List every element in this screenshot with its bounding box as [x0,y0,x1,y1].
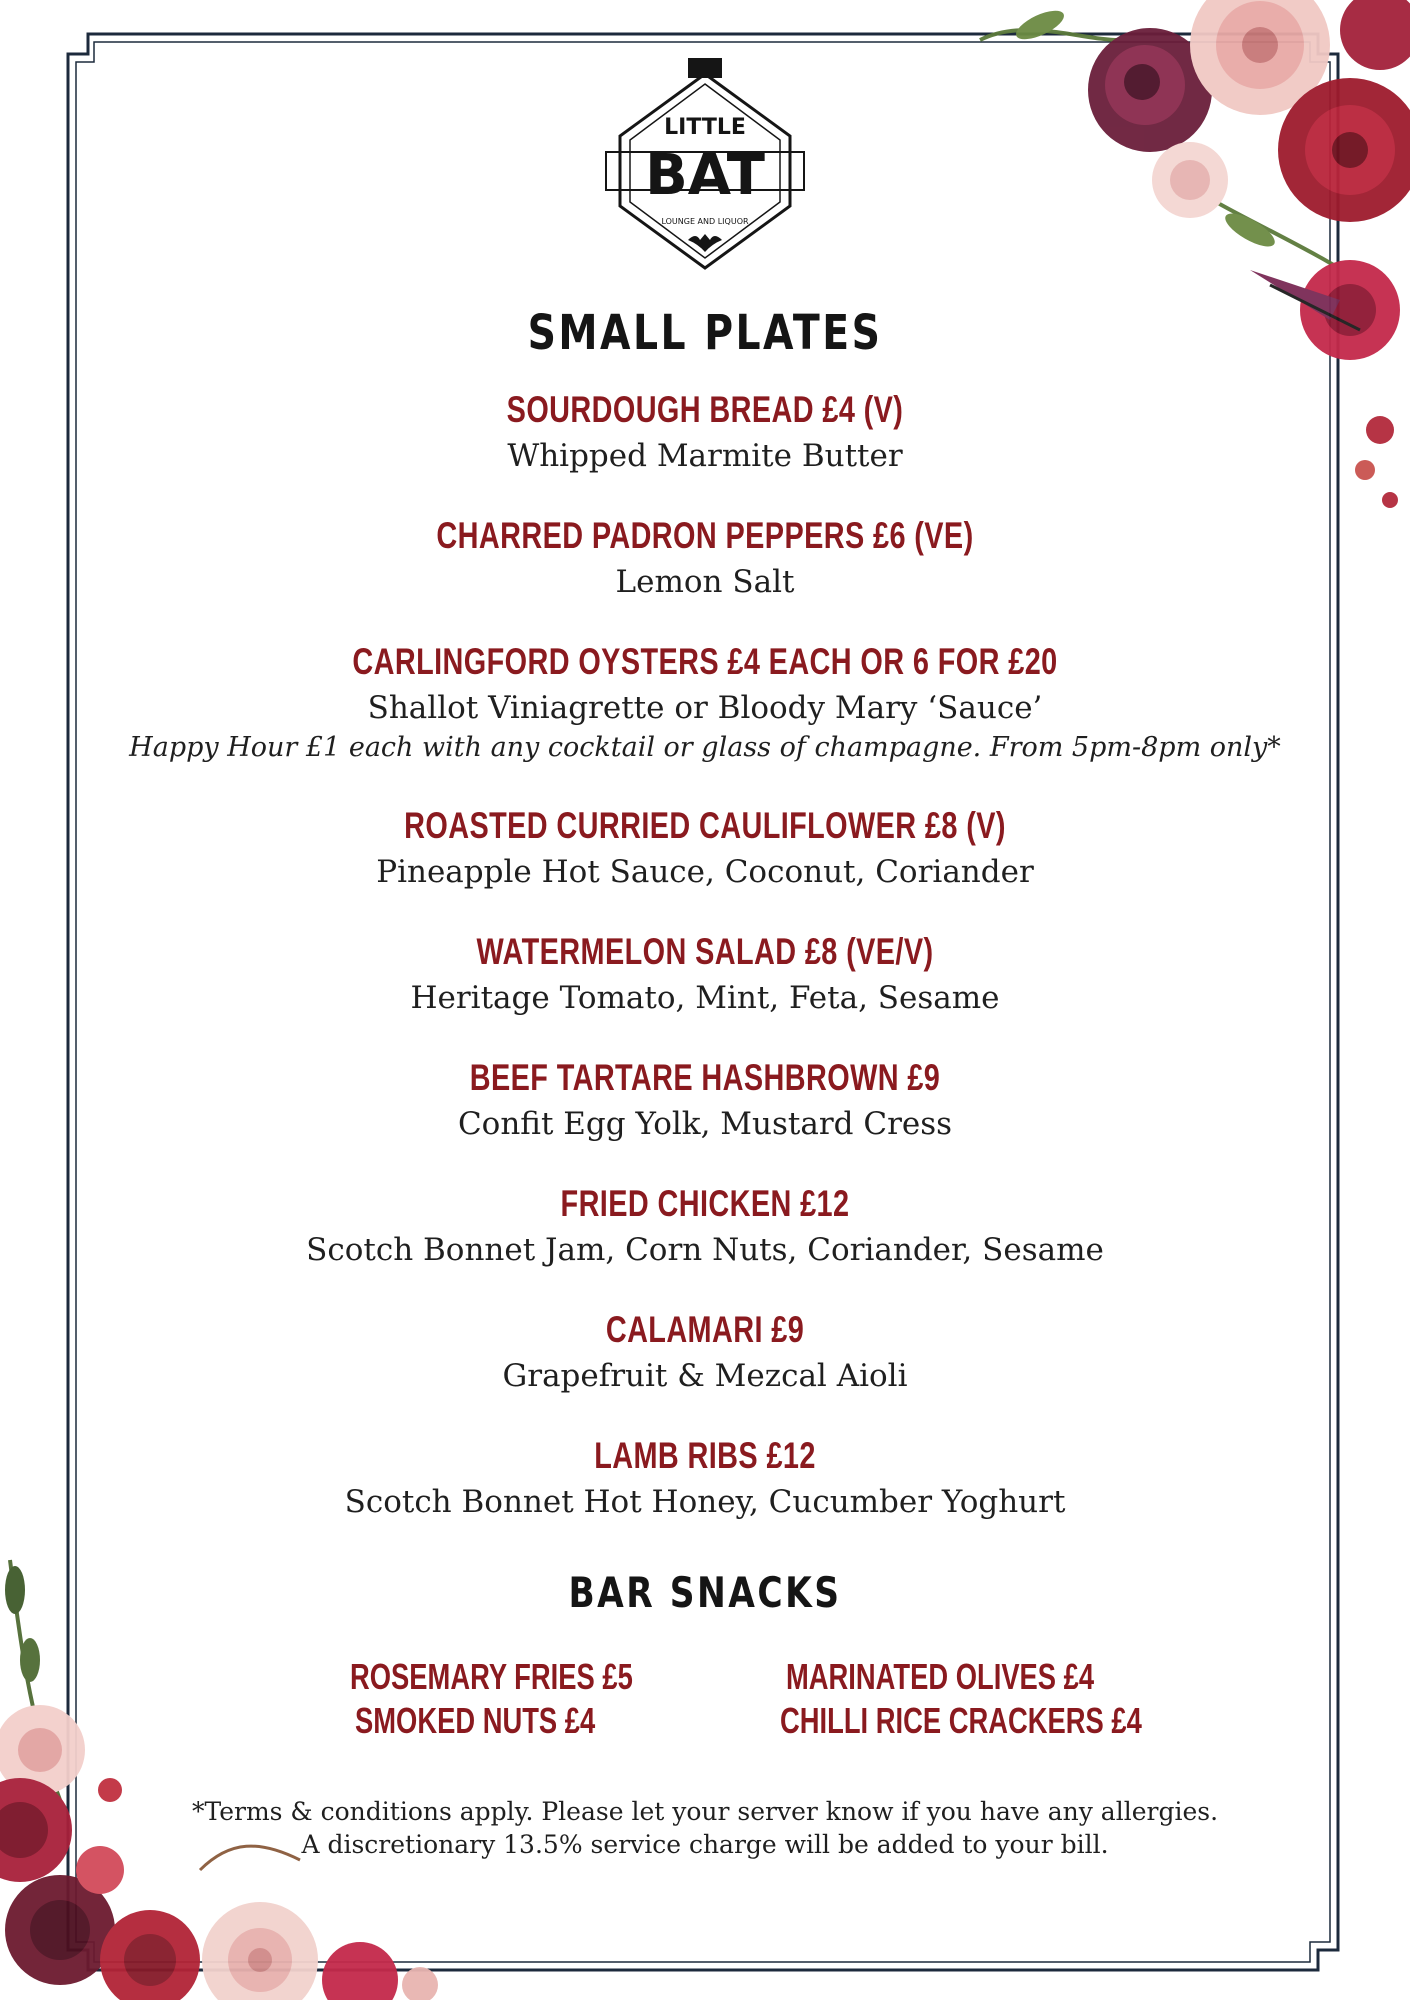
menu-item [0,1053,1410,1179]
bar-snack-item: CHILLI RICE CRACKERS £4 [780,1700,1142,1741]
menu-item-title: CALAMARI £9 [605,1309,805,1350]
menu-item [0,927,1410,1053]
bar-snack-item: ROSEMARY FRIES £5 [350,1656,633,1697]
menu-item-description: Lemon Salt [615,564,795,600]
menu-item [0,1431,1410,1557]
menu-item-title: SOURDOUGH BREAD £4 (V) [506,389,904,430]
menu-item-title: LAMB RIBS £12 [594,1435,816,1476]
menu-item-title: ROASTED CURRIED CAULIFLOWER £8 (V) [404,805,1006,846]
menu-item [0,511,1410,637]
terms-note: *Terms & conditions apply. Please let your server know if you have any allergies. [191,1797,1219,1826]
menu-item [0,637,1410,801]
small-plates-list [0,385,1410,1557]
menu-item-title: CARLINGFORD OYSTERS £4 EACH OR 6 FOR £20 [352,641,1058,682]
logo-text-tagline: LOUNGE AND LIQUOR [661,217,749,226]
menu-item-title: CHARRED PADRON PEPPERS £6 (VE) [436,515,974,556]
logo-text-little: LITTLE [664,115,746,140]
menu-item-description: Heritage Tomato, Mint, Feta, Sesame [410,980,1000,1016]
menu-item [0,1179,1410,1305]
menu-item-description: Shallot Viniagrette or Bloody Mary ‘Sauce’ [367,690,1043,726]
small-plates-heading: SMALL PLATES [527,305,883,361]
menu-item [0,385,1410,511]
menu-item-description: Grapefruit & Mezcal Aioli [502,1358,908,1394]
footer-notes [0,1795,1410,1861]
bar-snack-item: MARINATED OLIVES £4 [786,1656,1095,1697]
menu-item [0,1305,1410,1431]
little-bat-logo [600,56,810,286]
happy-hour-note: Happy Hour £1 each with any cocktail or glass of champagne. From 5pm-8pm only* [129,732,1281,763]
menu-item [0,801,1410,927]
menu-item-description: Scotch Bonnet Hot Honey, Cucumber Yoghurt [344,1484,1066,1520]
menu-item-description: Pineapple Hot Sauce, Coconut, Coriander [376,854,1034,890]
menu-item-title: BEEF TARTARE HASHBROWN £9 [469,1057,941,1098]
menu-item-description: Whipped Marmite Butter [507,438,903,474]
bar-snack-item: SMOKED NUTS £4 [355,1700,596,1741]
bar-snacks-heading: BAR SNACKS [568,1568,842,1617]
menu-item-title: FRIED CHICKEN £12 [560,1183,850,1224]
menu-item-title: WATERMELON SALAD £8 (VE/V) [476,931,934,972]
service-charge-note: A discretionary 13.5% service charge will be added to your bill. [301,1830,1109,1859]
menu-item-description: Scotch Bonnet Jam, Corn Nuts, Coriander, Sesame [306,1232,1104,1268]
menu-item-description: Confit Egg Yolk, Mustard Cress [457,1106,953,1142]
logo-text-bat: BAT [645,143,765,208]
